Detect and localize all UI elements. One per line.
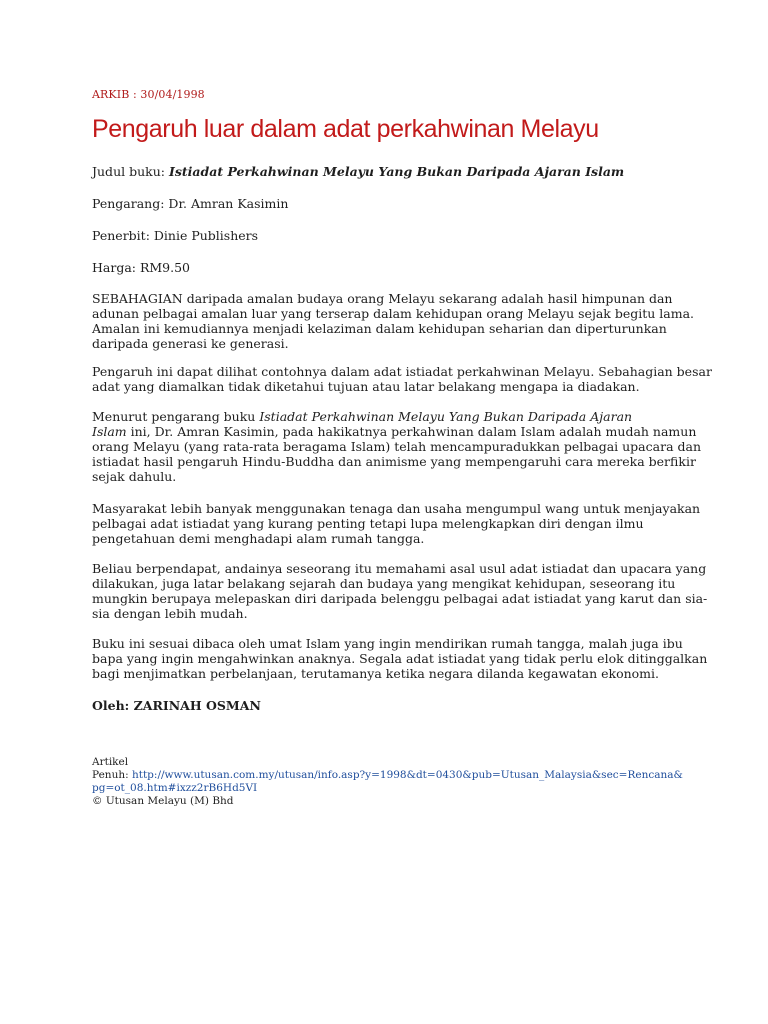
article-author: Oleh: ZARINAH OSMAN — [92, 698, 261, 713]
paragraph-line: daripada generasi ke generasi. — [92, 336, 289, 351]
paragraph-line: adat yang diamalkan tidak diketahui tujuan atau latar belakang mengapa ia diadakan. — [92, 379, 640, 394]
paragraph-line: dilakukan, juga latar belakang sejarah dan budaya yang mengikat kehidupan, seseorang itu — [92, 576, 676, 591]
paragraph-line: Masyarakat lebih banyak menggunakan tenaga dan usaha mengumpul wang untuk menjayakan — [92, 501, 701, 516]
paragraph-line: Pengaruh ini dapat dilihat contohnya dalam adat istiadat perkahwinan Melayu. Sebahagian besar — [92, 364, 712, 379]
book-author-line: Pengarang: Dr. Amran Kasimin — [92, 196, 289, 211]
paragraph-line: istiadat hasil pengaruh Hindu-Buddha dan animisme yang mempengaruhi cara mereka berfikir — [92, 454, 696, 469]
paragraph-line: SEBAHAGIAN daripada amalan budaya orang Melayu sekarang adalah hasil himpunan dan — [92, 291, 673, 306]
paragraph-line: Beliau berpendapat, andainya seseorang itu memahami asal usul adat istiadat dan upacara yang — [92, 561, 707, 576]
footer-link-line — [92, 769, 702, 782]
paragraph-line: Buku ini sesuai dibaca oleh umat Islam yang ingin mendirikan rumah tangga, malah juga ibu — [92, 636, 683, 651]
footer-copyright: © Utusan Melayu (M) Bhd — [92, 795, 234, 807]
paragraph-line: pelbagai adat istiadat yang kurang penting tetapi lupa melengkapkan diri dengan ilmu — [92, 516, 644, 531]
paragraph-line: bapa yang ingin mengahwinkan anaknya. Segala adat istiadat yang tidak perlu elok ditinggalkan — [92, 651, 708, 666]
paragraph-2 — [92, 364, 712, 394]
article-source-link-continued[interactable]: pg=ot_08.htm#ixzz2rB6Hd5VI — [92, 782, 258, 794]
paragraph-6 — [92, 636, 708, 681]
paragraph-line: sejak dahulu. — [92, 469, 177, 484]
article-footer — [92, 756, 702, 808]
footer-link-line — [92, 782, 702, 795]
paragraph-3 — [92, 409, 701, 484]
paragraph-text: ini, Dr. Amran Kasimin, pada hakikatnya perkahwinan dalam Islam adalah mudah namun — [126, 424, 697, 439]
paragraph-line: Amalan ini kemudiannya menjadi kelaziman dalam kehidupan seharian dan diperturunkan — [92, 321, 667, 336]
paragraph-1 — [92, 291, 694, 351]
book-title-inline: Istiadat Perkahwinan Melayu Yang Bukan Daripada Ajaran — [259, 409, 633, 424]
paragraph-line — [92, 424, 697, 439]
book-title-value: Istiadat Perkahwinan Melayu Yang Bukan Daripada Ajaran Islam — [168, 164, 625, 179]
archive-date: ARKIB : 30/04/1998 — [92, 88, 205, 101]
article-title: Pengaruh luar dalam adat perkahwinan Melayu — [92, 115, 599, 143]
paragraph-line: orang Melayu (yang rata-rata beragama Islam) telah mencampuradukkan pelbagai upacara dan — [92, 439, 701, 454]
paragraph-line: bagi menjimatkan perbelanjaan, terutamanya ketika negara dilanda kegawatan ekonomi. — [92, 666, 659, 681]
paragraph-line: sia dengan lebih mudah. — [92, 606, 248, 621]
book-title-label: Judul buku: — [92, 164, 165, 179]
book-price-line: Harga: RM9.50 — [92, 260, 191, 275]
book-title-line — [92, 164, 624, 179]
paragraph-5 — [92, 561, 708, 621]
book-title-inline: Islam — [92, 424, 127, 439]
footer-penuh-label: Penuh: — [92, 769, 132, 781]
paragraph-line: pengetahuan demi menghadapi alam rumah tangga. — [92, 531, 425, 546]
paragraph-line — [92, 409, 682, 424]
book-publisher-line: Penerbit: Dinie Publishers — [92, 228, 259, 243]
paragraph-line: mungkin berupaya melepaskan diri daripada belenggu pelbagai adat istiadat yang karut dan sia- — [92, 591, 708, 606]
paragraph-line: adunan pelbagai amalan luar yang terserap dalam kehidupan orang Melayu sejak begitu lama. — [92, 306, 694, 321]
paragraph-text: Menurut pengarang buku — [92, 409, 260, 424]
footer-artikel-label: Artikel — [92, 756, 129, 768]
paragraph-4 — [92, 501, 701, 546]
article-source-link[interactable]: http://www.utusan.com.my/utusan/info.asp?y=1998&dt=0430&pub=Utusan_Malaysia&sec=Rencana& — [131, 769, 683, 781]
